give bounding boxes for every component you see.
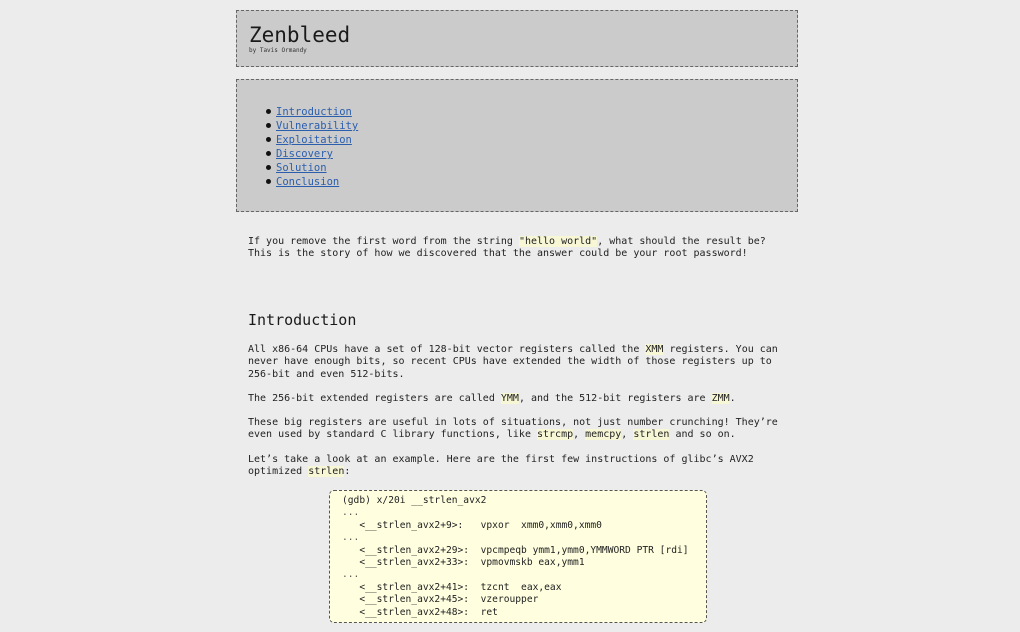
- intro-paragraph-1: [248, 344, 793, 381]
- text: :: [344, 466, 351, 478]
- inline-code: memcpy: [585, 429, 622, 441]
- toc-item: [265, 175, 358, 189]
- toc-item: [265, 133, 358, 147]
- author-byline: by Tavis Ormandy: [249, 47, 307, 54]
- code-line: ...: [342, 569, 360, 581]
- lead-paragraph: [248, 236, 793, 261]
- toc-link-introduction[interactable]: Introduction: [276, 106, 352, 118]
- toc-link-solution[interactable]: Solution: [276, 162, 327, 174]
- toc-item: [265, 105, 358, 119]
- section-heading-introduction: Introduction: [248, 311, 357, 329]
- text: If you remove the first word from the string: [248, 236, 519, 247]
- code-line: <__strlen_avx2+33>: vpmovmskb eax,ymm1: [342, 556, 585, 568]
- code-line: <__strlen_avx2+9>: vpxor xmm0,xmm0,xmm0: [342, 519, 602, 531]
- code-line: ...: [342, 532, 360, 544]
- intro-paragraph-4: [248, 454, 793, 479]
- code-listing: [342, 495, 689, 619]
- toc-item: [265, 161, 358, 175]
- inline-code: YMM: [500, 393, 519, 404]
- intro-paragraph-3: [248, 417, 793, 442]
- text: and so on.: [669, 429, 736, 441]
- text: Let’s take a look at an example. Here are the first few instructions of glibc’s AVX2 optimized: [248, 454, 754, 478]
- toc-link-vulnerability[interactable]: Vulnerability: [276, 120, 359, 132]
- text: These big registers are useful in lots of situations, not just number crunching! They’re even used by standard C library functions, like: [248, 417, 778, 441]
- toc-link-discovery[interactable]: Discovery: [276, 148, 333, 160]
- toc-list: [265, 105, 358, 189]
- text: All x86-64 CPUs have a set of 128-bit vector registers called the: [248, 344, 646, 355]
- code-line: <__strlen_avx2+48>: ret: [342, 606, 498, 618]
- text: registers. You can never have enough bits, so recent CPUs have extended the width of those registers up to 256-bit and even 512-bits.: [248, 344, 778, 380]
- code-block: [329, 490, 707, 623]
- inline-code: strcmp: [536, 429, 574, 441]
- toc-link-conclusion[interactable]: Conclusion: [276, 176, 340, 188]
- inline-code: "hello world": [518, 236, 598, 247]
- inline-code: XMM: [645, 344, 664, 355]
- text: , and the 512-bit registers are: [518, 393, 712, 404]
- code-line: ...: [342, 507, 360, 519]
- inline-code: strlen: [633, 429, 670, 441]
- code-line: (gdb) x/20i __strlen_avx2: [342, 495, 487, 506]
- toc-item: [265, 147, 358, 161]
- page-header: [236, 10, 798, 67]
- code-line: <__strlen_avx2+45>: vzeroupper: [342, 594, 539, 606]
- code-line: <__strlen_avx2+29>: vpcmpeqb ymm1,ymm0,YMMWORD PTR [rdi]: [342, 544, 689, 556]
- text: ,: [621, 429, 634, 441]
- page-title: Zenbleed: [249, 23, 351, 47]
- toc-link-exploitation[interactable]: Exploitation: [276, 134, 352, 146]
- text: .: [729, 393, 736, 404]
- inline-code: strlen: [308, 466, 345, 478]
- text: ,: [573, 429, 586, 441]
- text: , what should the result be? This is the story of how we discovered that the answer could be your root password!: [248, 236, 766, 260]
- code-line: <__strlen_avx2+41>: tzcnt eax,eax: [342, 581, 562, 593]
- inline-code: ZMM: [711, 393, 730, 404]
- table-of-contents: [236, 79, 798, 212]
- intro-paragraph-2: [248, 393, 793, 405]
- toc-item: [265, 119, 358, 133]
- text: The 256-bit extended registers are called: [248, 393, 501, 404]
